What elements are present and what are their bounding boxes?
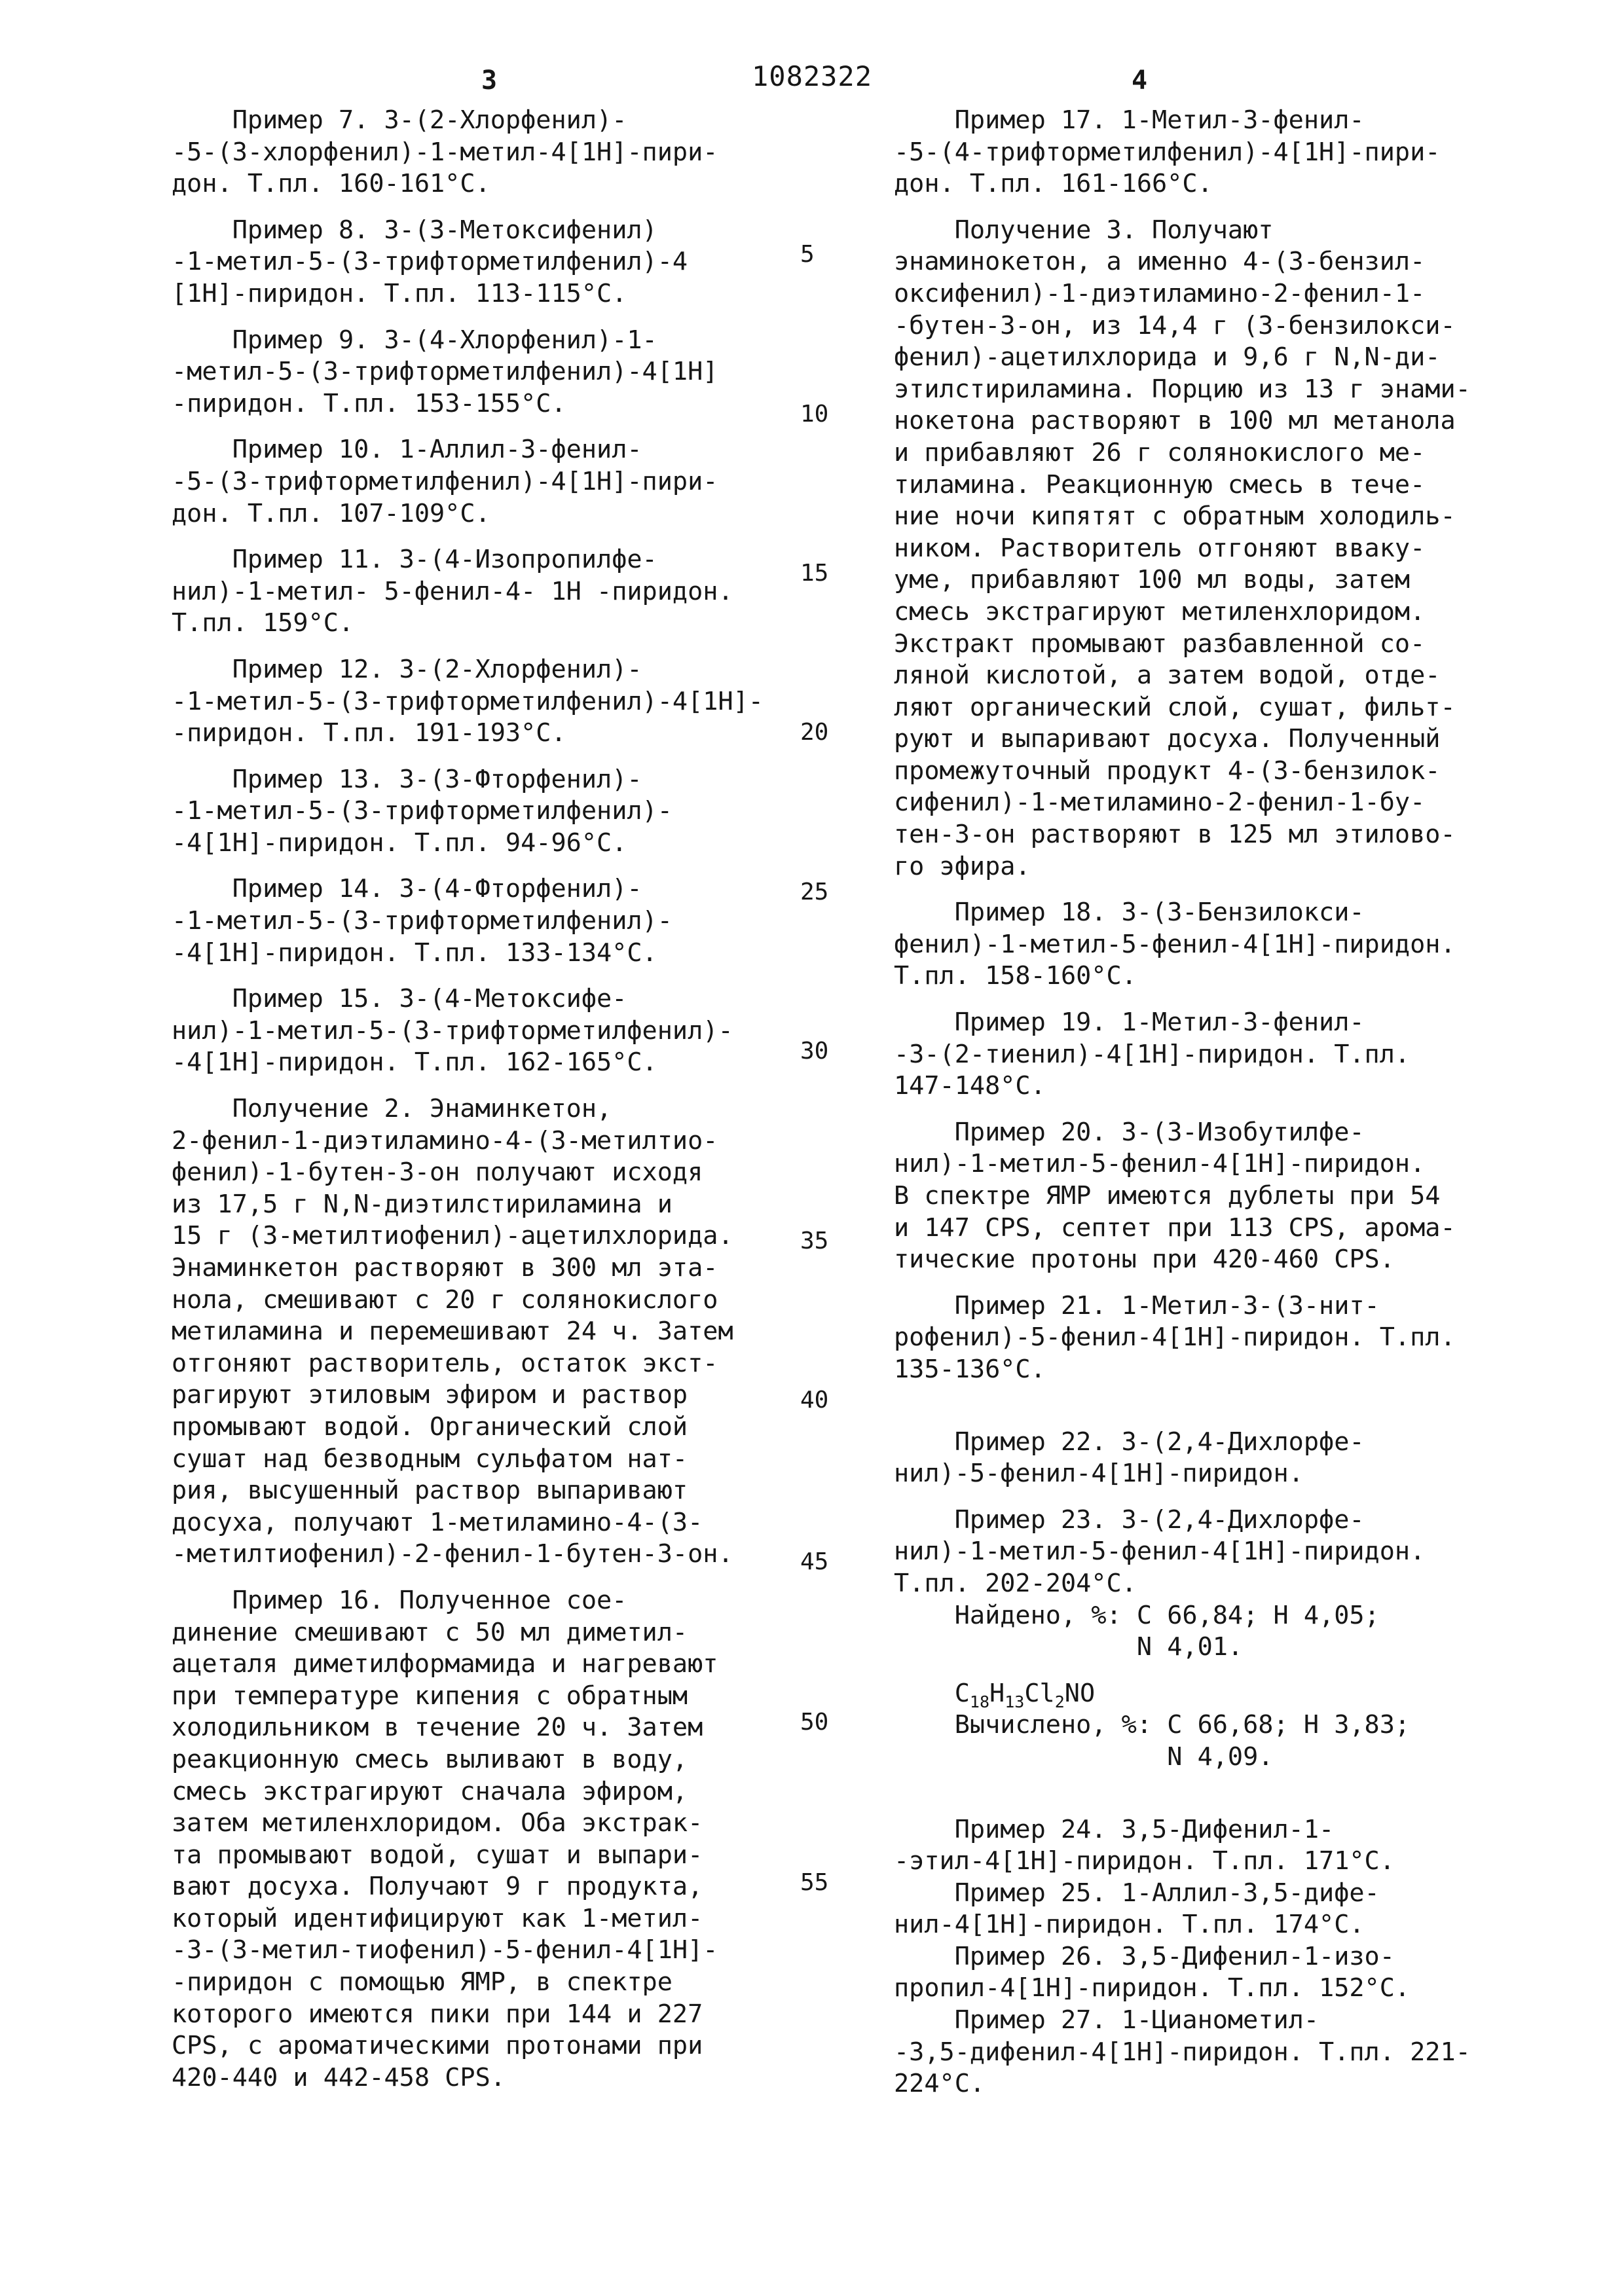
line-number: 30 [800, 1038, 840, 1065]
text-line: Пример 13. 3-(3-Фторфенил)- [172, 764, 826, 796]
text-line: энаминокетон, а именно 4-(3-бензил- [894, 246, 1549, 278]
example-27 [894, 2005, 1549, 2100]
text-line: 135-136°С. [894, 1354, 1549, 1386]
text-line: 2-фенил-1-диэтиламино-4-(3-метилтио- [172, 1125, 826, 1157]
text-line: Пример 15. 3-(4-Метоксифе- [172, 983, 826, 1015]
text-line: Пример 8. 3-(3-Метоксифенил) [172, 215, 826, 247]
text-line: Пример 24. 3,5-Дифенил-1- [894, 1814, 1549, 1846]
text-line: -3,5-дифенил-4[1H]-пиридон. Т.пл. 221- [894, 2037, 1549, 2069]
text-line: -5-(3-трифторметилфенил)-4[1H]-пири- [172, 466, 826, 498]
text-line: ацеталя диметилформамида и нагревают [172, 1649, 826, 1681]
text-line: Пример 16. Полученное сое- [172, 1585, 826, 1617]
text-line: 420-440 и 442-458 CPS. [172, 2062, 826, 2094]
text-line: сифенил)-1-метиламино-2-фенил-1-бу- [894, 787, 1549, 819]
text-line: затем метиленхлоридом. Оба экстрак- [172, 1808, 826, 1840]
text-line: -метилтиофенил)-2-фенил-1-бутен-3-он. [172, 1539, 826, 1571]
example-17 [894, 105, 1549, 200]
text-line: -пиридон с помощью ЯМР, в спектре [172, 1967, 826, 1999]
example-7 [172, 105, 826, 200]
text-line: Пример 12. 3-(2-Хлорфенил)- [172, 654, 826, 686]
text-line: нил-4[1H]-пиридон. Т.пл. 174°С. [894, 1909, 1549, 1941]
text-line: нил)-1-метил-5-фенил-4[1H]-пиридон. [894, 1536, 1549, 1568]
right-column [894, 105, 1549, 2100]
text-line: фенил)-1-метил-5-фенил-4[1H]-пиридон. [894, 929, 1549, 961]
text-line: Пример 22. 3-(2,4-Дихлорфе- [894, 1427, 1549, 1459]
example-21 [894, 1290, 1549, 1386]
line-number: 25 [800, 879, 840, 905]
example-13 [172, 764, 826, 860]
text-line: оксифенил)-1-диэтиламино-2-фенил-1- [894, 278, 1549, 310]
example-15 [172, 983, 826, 1079]
example-26 [894, 1941, 1549, 2005]
line-number: 35 [800, 1228, 840, 1254]
patent-number: 1082322 [752, 60, 872, 92]
text-line: -пиридон. Т.пл. 191-193°С. [172, 718, 826, 750]
text-line: N 4,01. [894, 1631, 1549, 1664]
text-line: дон. Т.пл. 161-166°С. [894, 168, 1549, 200]
text-line: Пример 20. 3-(3-Изобутилфе- [894, 1117, 1549, 1149]
text-line: -1-метил-5-(3-трифторметилфенил)-4 [172, 246, 826, 278]
text-line: -4[1H]-пиридон. Т.пл. 133-134°С. [172, 938, 826, 970]
text-line: -1-метил-5-(3-трифторметилфенил)-4[1H]- [172, 686, 826, 718]
text-line: рофенил)-5-фенил-4[1H]-пиридон. Т.пл. [894, 1322, 1549, 1354]
text-line: Найдено, %: С 66,84; Н 4,05; [894, 1600, 1549, 1632]
text-line: Получение 2. Энаминкетон, [172, 1093, 826, 1125]
text-line: реакционную смесь выливают в воду, [172, 1744, 826, 1776]
text-line: Пример 9. 3-(4-Хлорфенил)-1- [172, 325, 826, 357]
text-line: динение смешивают с 50 мл диметил- [172, 1617, 826, 1649]
text-line: В спектре ЯМР имеются дублеты при 54 [894, 1180, 1549, 1212]
text-line: -4[1H]-пиридон. Т.пл. 94-96°С. [172, 828, 826, 860]
text-line: ляют органический слой, сушат, фильт- [894, 692, 1549, 724]
text-line: промывают водой. Органический слой [172, 1412, 826, 1444]
text-line: фенил)-ацетилхлорида и 9,6 г N,N-ди- [894, 342, 1549, 374]
text-line: -3-(2-тиенил)-4[1H]-пиридон. Т.пл. [894, 1039, 1549, 1071]
text-line: при температуре кипения с обратным [172, 1681, 826, 1713]
text-line: Вычислено, %: С 66,68; Н 3,83; [894, 1709, 1549, 1741]
text-line: N 4,09. [894, 1741, 1549, 1774]
text-line: 15 г (3-метилтиофенил)-ацетилхлорида. [172, 1220, 826, 1252]
text-line: смесь экстрагируют сначала эфиром, [172, 1776, 826, 1808]
text-line: вают досуха. Получают 9 г продукта, [172, 1871, 826, 1903]
example-23 [894, 1504, 1549, 1774]
example-10 [172, 434, 826, 530]
text-line: тен-3-он растворяют в 125 мл этилово- [894, 819, 1549, 851]
preparation-2 [172, 1093, 826, 1571]
text-line: холодильником в течение 20 ч. Затем [172, 1712, 826, 1744]
text-line: промежуточный продукт 4-(3-бензилок- [894, 756, 1549, 788]
text-line: Экстракт промывают разбавленной со- [894, 629, 1549, 661]
text-line: та промывают водой, сушат и выпари- [172, 1840, 826, 1872]
text-line: ником. Растворитель отгоняют вваку- [894, 533, 1549, 565]
example-19 [894, 1007, 1549, 1102]
example-8 [172, 215, 826, 310]
preparation-3 [894, 215, 1549, 883]
left-column [172, 105, 826, 2094]
text-line: ние ночи кипятят с обратным холодиль- [894, 501, 1549, 533]
text-line: смесь экстрагируют метиленхлоридом. [894, 596, 1549, 629]
text-line: 224°С. [894, 2068, 1549, 2100]
text-line: -бутен-3-он, из 14,4 г (3-бензилокси- [894, 310, 1549, 342]
text-line: тические протоны при 420-460 CPS. [894, 1244, 1549, 1276]
text-line: Получение 3. Получают [894, 215, 1549, 247]
text-line: -1-метил-5-(3-трифторметилфенил)- [172, 905, 826, 938]
example-24 [894, 1814, 1549, 1878]
text-line: метиламина и перемешивают 24 ч. Затем [172, 1316, 826, 1348]
text-line: дон. Т.пл. 160-161°С. [172, 168, 826, 200]
example-16 [172, 1585, 826, 2094]
example-18 [894, 897, 1549, 993]
text-line: [1H]-пиридон. Т.пл. 113-115°С. [172, 278, 826, 310]
text-line: Т.пл. 159°С. [172, 608, 826, 640]
text-line: досуха, получают 1-метиламино-4-(3- [172, 1507, 826, 1539]
text-line: Пример 21. 1-Метил-3-(3-нит- [894, 1290, 1549, 1322]
text-line: сушат над безводным сульфатом нат- [172, 1444, 826, 1476]
text-line: нил)-1-метил-5-фенил-4[1H]-пиридон. [894, 1148, 1549, 1180]
text-line: Пример 7. 3-(2-Хлорфенил)- [172, 105, 826, 137]
text-line: Пример 14. 3-(4-Фторфенил)- [172, 873, 826, 905]
text-line: 147-148°С. [894, 1070, 1549, 1102]
text-line: Пример 19. 1-Метил-3-фенил- [894, 1007, 1549, 1039]
text-line: Энаминкетон растворяют в 300 мл эта- [172, 1252, 826, 1285]
example-14 [172, 873, 826, 969]
text-line: рия, высушенный раствор выпаривают [172, 1475, 826, 1507]
example-25 [894, 1878, 1549, 1941]
text-line: -5-(3-хлорфенил)-1-метил-4[1H]-пири- [172, 137, 826, 169]
line-number: 10 [800, 401, 840, 428]
line-number: 5 [800, 241, 840, 268]
text-line: нил)-5-фенил-4[1H]-пиридон. [894, 1458, 1549, 1490]
text-line: Пример 26. 3,5-Дифенил-1-изо- [894, 1941, 1549, 1973]
text-line: го эфира. [894, 851, 1549, 883]
text-line: -3-(3-метил-тиофенил)-5-фенил-4[1H]- [172, 1935, 826, 1967]
text-line: Пример 17. 1-Метил-3-фенил- [894, 105, 1549, 137]
text-line: -этил-4[1H]-пиридон. Т.пл. 171°С. [894, 1846, 1549, 1878]
text-line: которого имеются пики при 144 и 227 [172, 1999, 826, 2031]
text-line: уме, прибавляют 100 мл воды, затем [894, 564, 1549, 596]
example-20 [894, 1117, 1549, 1276]
line-number: 40 [800, 1387, 840, 1413]
text-line: нола, смешивают с 20 г солянокислого [172, 1285, 826, 1317]
text-line: -4[1H]-пиридон. Т.пл. 162-165°С. [172, 1047, 826, 1079]
text-line: -1-метил-5-(3-трифторметилфенил)- [172, 795, 826, 828]
text-line: Пример 27. 1-Цианометил- [894, 2005, 1549, 2037]
line-number: 45 [800, 1548, 840, 1575]
text-line: тиламина. Реакционную смесь в тече- [894, 469, 1549, 501]
example-9 [172, 325, 826, 420]
example-11 [172, 544, 826, 640]
text-line: Пример 18. 3-(3-Бензилокси- [894, 897, 1549, 929]
page-number-right: 4 [1132, 65, 1147, 96]
text-line: и прибавляют 26 г солянокислого ме- [894, 437, 1549, 469]
text-line: Т.пл. 202-204°С. [894, 1568, 1549, 1600]
line-number: 50 [800, 1709, 840, 1736]
text-line: ляной кислотой, а затем водой, отде- [894, 660, 1549, 692]
text-line: CPS, с ароматическими протонами при [172, 2030, 826, 2062]
text-line: нил)-1-метил-5-(3-трифторметилфенил)- [172, 1015, 826, 1048]
text-line: -5-(4-трифторметилфенил)-4[1H]-пири- [894, 137, 1549, 169]
example-12 [172, 654, 826, 750]
example-22 [894, 1427, 1549, 1490]
molecular-formula: C18H13Cl2NO [894, 1678, 1549, 1710]
line-number: 55 [800, 1869, 840, 1896]
text-line: и 147 CPS, септет при 113 CPS, арома- [894, 1212, 1549, 1245]
text-line: -пиридон. Т.пл. 153-155°С. [172, 388, 826, 420]
text-line: нил)-1-метил- 5-фенил-4- 1H -пиридон. [172, 576, 826, 608]
text-line: дон. Т.пл. 107-109°С. [172, 498, 826, 530]
text-line: нокетона растворяют в 100 мл метанола [894, 405, 1549, 437]
text-line: -метил-5-(3-трифторметилфенил)-4[1H] [172, 356, 826, 388]
text-line: Пример 11. 3-(4-Изопропилфе- [172, 544, 826, 576]
text-line: из 17,5 г N,N-диэтилстириламина и [172, 1189, 826, 1221]
text-line: этилстириламина. Порцию из 13 г энами- [894, 374, 1549, 406]
text-line: фенил)-1-бутен-3-он получают исходя [172, 1157, 826, 1189]
text-line: Пример 23. 3-(2,4-Дихлорфе- [894, 1504, 1549, 1537]
line-number: 20 [800, 719, 840, 746]
text-line: Пример 10. 1-Аллил-3-фенил- [172, 434, 826, 466]
line-number: 15 [800, 560, 840, 587]
text-line: отгоняют растворитель, остаток экст- [172, 1348, 826, 1380]
text-line: пропил-4[1H]-пиридон. Т.пл. 152°С. [894, 1973, 1549, 2005]
text-line: руют и выпаривают досуха. Полученный [894, 723, 1549, 756]
text-line: Т.пл. 158-160°С. [894, 960, 1549, 993]
text-line: Пример 25. 1-Аллил-3,5-дифе- [894, 1878, 1549, 1910]
text-line: рагируют этиловым эфиром и раствор [172, 1379, 826, 1412]
page-number-left: 3 [481, 65, 497, 96]
text-line: который идентифицируют как 1-метил- [172, 1903, 826, 1935]
